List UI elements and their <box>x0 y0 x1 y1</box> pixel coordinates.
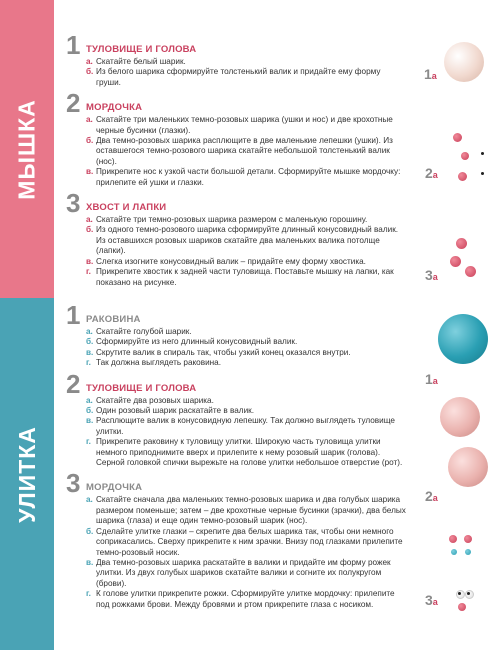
item-text: Прикрепите хвостик к задней части туловища. Поставьте мышку на лапки, как показано на рисунке. <box>96 267 394 287</box>
item-text: Два темно-розовых шарика расплющите в две маленькие лепешки (ушки). Из оставшегося темно-розового шарика скатайте небольшой толстенький валик (нос). <box>96 136 393 166</box>
snail-step-3 <box>66 468 406 609</box>
pink-ball-image <box>449 535 457 543</box>
pink-ball-image <box>440 397 480 437</box>
list-item <box>86 257 406 267</box>
step-number: 1 <box>66 300 81 330</box>
list-item <box>86 558 406 589</box>
item-letter: б. <box>86 136 94 146</box>
list-item <box>86 416 406 437</box>
step-title: ТУЛОВИЩЕ И ГОЛОВА <box>86 44 197 55</box>
white-ball-image <box>444 42 484 82</box>
black-bead-image <box>458 592 461 595</box>
list-item <box>86 115 406 136</box>
item-letter: в. <box>86 256 94 266</box>
mouse-instructions <box>66 30 406 294</box>
item-text: Скатайте три темно-розовых шарика размером с маленькую горошину. <box>96 215 368 225</box>
item-letter: б. <box>86 67 94 77</box>
snail-instructions <box>66 300 406 616</box>
list-item <box>86 67 406 88</box>
item-text: Один розовый шарик раскатайте в валик. <box>96 406 255 416</box>
step-number: 2 <box>66 368 81 399</box>
list-item <box>86 267 406 288</box>
item-letter: а. <box>86 495 93 505</box>
mouse-step-1 <box>66 30 406 88</box>
item-letter: в. <box>86 347 94 357</box>
item-letter: г. <box>86 267 91 277</box>
item-letter: в. <box>86 557 94 567</box>
item-letter: б. <box>86 526 94 536</box>
step-title: ТУЛОВИЩЕ И ГОЛОВА <box>86 382 197 394</box>
step-title: РАКОВИНА <box>86 314 141 325</box>
item-text: Из белого шарика сформируйте толстенький валик и придайте ему форму груши. <box>96 67 381 87</box>
item-text: Так должна выглядеть раковина. <box>96 358 222 368</box>
figure-ref-2a: 2а <box>425 488 438 504</box>
step-title: МОРДОЧКА <box>86 102 143 114</box>
item-text: Слегка изогните конусовидный валик – придайте ему форму хвостика. <box>96 256 366 266</box>
pink-ball-image <box>465 266 476 277</box>
item-text: Скатайте голубой шарик. <box>96 327 192 336</box>
item-letter: а. <box>86 395 93 405</box>
step-number: 3 <box>66 468 81 499</box>
item-text: Сформируйте из него длинный конусовидный валик. <box>96 337 298 347</box>
item-text: Скатайте сначала два маленьких темно-розовых шарика и два голубых шарика размером поменьше; затем – две крохотные черные бусинки (зрачки), два белых шарика (глаза) и еще один темно-розовый шарик (нос). <box>96 495 406 526</box>
list-item <box>86 136 406 167</box>
item-text: Скрутите валик в спираль так, чтобы узкий конец оказался внутри. <box>96 347 351 357</box>
snail-step-2 <box>66 368 406 469</box>
item-text: Скатайте три маленьких темно-розовых шарика (ушки и нос) и две крохотные черные бусинки (глазки). <box>96 115 393 135</box>
item-text: К голове улитки прикрепите рожки. Сформируйте улитке мордочку: прилепите под рожками брови. Между бровями и ртом прикрепите глаза с носиком. <box>96 589 395 609</box>
mouse-step-3 <box>66 188 406 288</box>
step-number: 3 <box>66 188 81 219</box>
pink-ball-image <box>453 133 462 142</box>
item-letter: г. <box>86 437 91 447</box>
item-letter: а. <box>86 57 93 66</box>
pink-ball-image <box>448 447 488 487</box>
item-letter: в. <box>86 167 94 177</box>
list-item <box>86 406 406 416</box>
list-item <box>86 348 406 358</box>
blue-ball-image <box>438 314 488 364</box>
pink-ball-image <box>464 535 472 543</box>
black-bead-image <box>481 172 484 175</box>
item-letter: б. <box>86 406 94 416</box>
pink-ball-image <box>458 172 467 181</box>
mouse-section-label-wrap <box>0 0 54 298</box>
list-item <box>86 337 406 347</box>
list-item <box>86 327 406 337</box>
blue-ball-image <box>451 549 457 555</box>
list-item <box>86 215 406 225</box>
item-letter: а. <box>86 215 93 225</box>
black-bead-image <box>481 152 484 155</box>
list-item <box>86 358 406 368</box>
item-letter: г. <box>86 358 91 368</box>
item-text: Прикрепите раковину к туловищу улитки. Широкую часть туловища улитки немного приподнимите вверх и прилепите к нему розовый шарик (голова). Серной головкой спички вырежьте на голове улитки небольшое отверстие (рот). <box>96 437 403 468</box>
blue-ball-image <box>465 549 471 555</box>
item-letter: а. <box>86 115 93 125</box>
step-title: ХВОСТ И ЛАПКИ <box>86 202 167 214</box>
snail-step-1 <box>66 300 406 369</box>
figure-ref-3a: 3а <box>425 267 438 283</box>
list-item <box>86 495 406 526</box>
snail-section-label: УЛИТКА <box>13 425 40 523</box>
step-number: 2 <box>66 88 81 119</box>
item-text: Скатайте белый шарик. <box>96 57 186 66</box>
figure-ref-2a: 2а <box>425 165 438 181</box>
list-item <box>86 396 406 406</box>
item-text: Прикрепите нос к узкой части большой детали. Сформируйте мышке мордочку: прилепите ей ушки и глазки. <box>96 167 401 187</box>
pink-ball-image <box>456 238 467 249</box>
figure-ref-1a: 1а <box>425 371 438 387</box>
item-text: Сделайте улитке глазки – скрепите два белых шарика так, чтобы они немного соприкасались. Сверху прикрепите к ним зрачки. Внизу под глазками прилепите темно-розовый носик. <box>96 526 403 557</box>
mouse-step-2 <box>66 88 406 188</box>
figure-ref-1a: 1а <box>424 66 437 82</box>
snail-section-label-wrap <box>0 298 54 650</box>
list-item <box>86 57 406 67</box>
list-item <box>86 167 406 188</box>
pink-ball-image <box>450 256 461 267</box>
list-item <box>86 225 406 256</box>
mouse-section-label: МЫШКА <box>13 98 40 200</box>
snail-side-band <box>0 298 54 650</box>
item-text: Два темно-розовых шарика раскатайте в валики и придайте им форму рожек улитки. Из двух голубых шариков скатайте валики и согните их полукругом (брови). <box>96 557 391 588</box>
item-text: Расплющите валик в конусовидную лепешку. Так должно выглядеть туловище улитки. <box>96 416 395 436</box>
list-item <box>86 589 406 610</box>
step-number: 1 <box>66 30 81 60</box>
mouse-side-band <box>0 0 54 298</box>
pink-ball-image <box>458 603 466 611</box>
list-item <box>86 527 406 558</box>
step-title: МОРДОЧКА <box>86 482 143 494</box>
item-text: Скатайте два розовых шарика. <box>96 395 214 405</box>
item-letter: б. <box>86 337 94 347</box>
pink-ball-image <box>461 152 469 160</box>
item-text: Из одного темно-розового шарика сформируйте длинный конусовидный валик. Из оставшихся розовых шариков скатайте два маленьких валика потолще (лапки). <box>96 225 399 256</box>
black-bead-image <box>467 592 470 595</box>
item-letter: г. <box>86 589 91 599</box>
item-letter: б. <box>86 225 94 235</box>
list-item <box>86 437 406 468</box>
figure-ref-3a: 3а <box>425 592 438 608</box>
item-letter: в. <box>86 416 94 426</box>
item-letter: а. <box>86 327 93 336</box>
